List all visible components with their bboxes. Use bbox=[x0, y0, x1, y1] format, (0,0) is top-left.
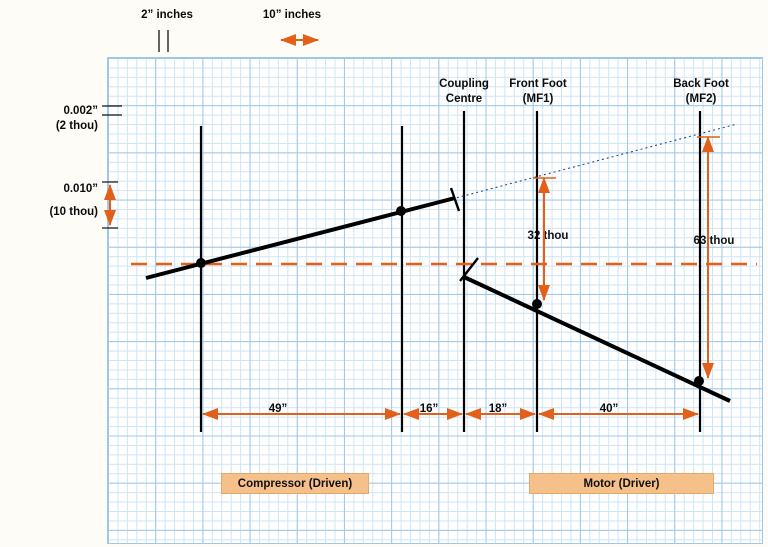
label-back-foot-line2: (MF2) bbox=[685, 93, 717, 105]
label-offset-back-foot: 63 thou bbox=[693, 235, 735, 247]
marker-back-foot bbox=[694, 376, 704, 386]
label-coupling-centre-line1: Coupling bbox=[439, 78, 489, 90]
scale-marks-2-thou bbox=[102, 106, 122, 115]
scale-arrow-10-inches bbox=[281, 30, 318, 50]
label-0010-inches: 0.010” bbox=[63, 183, 98, 195]
label-10-thou: (10 thou) bbox=[49, 206, 98, 218]
machine-box-compressor: Compressor (Driven) bbox=[221, 473, 369, 494]
marker-compressor-bearing-2 bbox=[396, 206, 406, 216]
scale-arrow-10-thou bbox=[102, 182, 118, 228]
label-dim-18-inches: 18” bbox=[488, 403, 508, 415]
label-front-foot-line2: (MF1) bbox=[522, 93, 554, 105]
shaft-line-motor bbox=[464, 277, 730, 401]
label-back-foot-line1: Back Foot bbox=[673, 78, 729, 90]
marker-compressor-bearing-1 bbox=[196, 258, 206, 268]
label-2-inches: 2” inches bbox=[141, 9, 193, 21]
label-front-foot-line1: Front Foot bbox=[509, 78, 567, 90]
label-0002-inches: 0.002” bbox=[63, 105, 98, 117]
shaft-line-compressor bbox=[146, 198, 455, 278]
marker-front-foot bbox=[532, 299, 542, 309]
scale-tick-2-inches bbox=[159, 30, 168, 52]
projected-centreline bbox=[452, 124, 737, 199]
label-dim-49-inches: 49” bbox=[268, 403, 288, 415]
machine-box-motor: Motor (Driver) bbox=[529, 473, 714, 494]
label-offset-front-foot: 32 thou bbox=[527, 230, 569, 242]
label-dim-40-inches: 40” bbox=[599, 403, 619, 415]
label-dim-16-inches: 16” bbox=[419, 403, 439, 415]
label-coupling-centre-line2: Centre bbox=[445, 93, 483, 105]
label-2-thou: (2 thou) bbox=[55, 120, 98, 132]
label-10-inches: 10” inches bbox=[262, 9, 322, 21]
